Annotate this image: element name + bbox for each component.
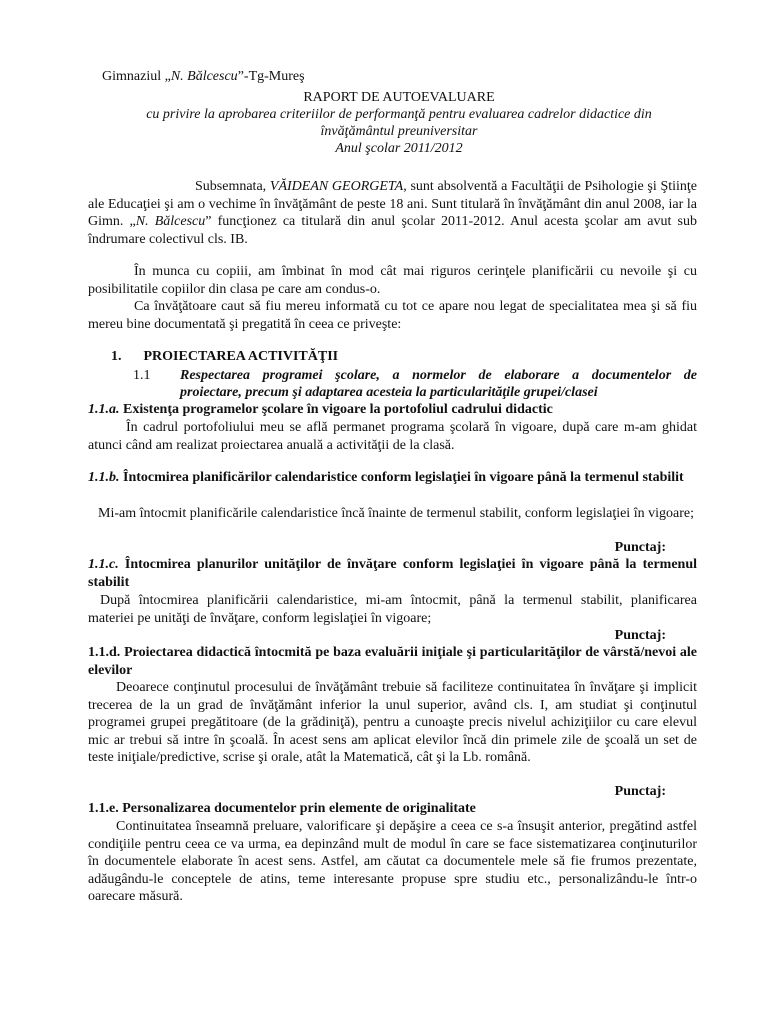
report-title: RAPORT DE AUTOEVALUARE [303,90,495,105]
school-line [102,68,502,86]
intro-text-a: Subsemnata, [195,179,270,194]
intro-school-name: N. Bălcescu [135,214,206,229]
intro-paragraph [88,178,697,248]
paragraph-teacher-info: Ca învăţătoare caut să fiu mereu informată cu tot ce apare nou legat de specialitatea mea şi să fiu mereu bine documentată şi pregatită în ceea ce priveşte: [88,299,697,332]
item-a-title: Existenţa programelor şcolare în vigoare la portofoliul cadrului didactic [119,402,553,417]
section-1-title: PROIECTAREA ACTIVITĂŢII [143,349,339,364]
item-c-number: 1.1.c. [88,557,119,572]
item-d-text: Deoarece conţinutul procesului de învăţământ trebuie să faciliteze continuitatea în învăţare şi implicit trecerea de la un grad de învăţământ inferior la unul superior, având cls. I, am studiat şi conţinutul programei grupei pregătitoare (de la grădiniţă), pentru a cunoaşte precis nivelul achiziţiilor cu care elevul mic ar trebui să intre în şcoală. În acest sens am aplicat elevilor încă din primele zile de şcoală un set de teste iniţiale/predictive, scrise şi orale, atât la Matematică, cât şi la Lb. română. [88,680,697,765]
item-d-score: Punctaj: [614,784,666,799]
item-c-score: Punctaj: [614,628,666,643]
item-b-score: Punctaj: [614,540,666,555]
item-d-heading: 1.1.d. Proiectarea didactică întocmită pe baza evaluării iniţiale şi particularităţilor de vârstă/nevoi ale elevilor [88,645,697,678]
school-year: Anul şcolar 2011/2012 [335,141,463,156]
section-1-number: 1. [111,349,122,364]
intro-text-c: ” funcţionez ca titulară din anul şcolar 2011-2012. Anul acesta şcolar am avut sub îndrumare colectivul cls. IB. [88,214,697,247]
intro-text-b: , sunt absolventă a Facultăţii de Psihologie şi Ştiinţe ale Educaţiei şi am o vechime în învăţământ de peste 18 ani. Sunt titulară în învăţământ din anul 2008, iar la Gimn. „ [88,179,698,229]
report-subtitle-line2: învăţământul preuniversitar [320,124,478,139]
subsection-title-line2: proiectare, precum şi adaptarea acesteia la particularităţile grupei/clasei [180,385,598,400]
item-e-heading: 1.1.e. Personalizarea documentelor prin elemente de originalitate [88,801,476,816]
item-b-heading [88,469,697,487]
item-e-text: Continuitatea înseamnă preluare, valorificare şi depăşire a ceea ce s-a însuşit anterior, pregătind astfel condiţiile pentru ceea ce va urma, ea depinzând mult de modul în care se face sistematizarea conţinuturilor în documentele elaborate în acest sens. Astfel, am căutat ca documentele mele să fie frumos prezentate, adăugându-le conceptele de atins, teme interesante propuse spre studiu etc., personalizându-le într-o oarecare măsură. [88,819,697,904]
report-subtitle-line1: cu privire la aprobarea criteriilor de performanţă pentru evaluarea cadrelor didactice din [146,107,652,122]
item-a-heading [88,401,697,419]
school-suffix: ”-Tg-Mureş [237,69,305,84]
item-a-number: 1.1.a. [88,402,120,417]
paragraph-work-with-children: În munca cu copiii, am îmbinat în mod cât mai riguros cerinţele planificării cu nevoile şi cu posibilitatile copiilor din clasa pe care am condus-o. [88,264,697,297]
item-c-heading [88,556,697,591]
subsection-number: 1.1 [133,368,151,383]
item-b-title: Întocmirea planificărilor calendaristice conform legislaţiei în vigoare până la termenul stabilit [119,470,684,485]
section-1-heading [111,348,511,366]
school-prefix: Gimnaziul „ [102,69,171,84]
item-a-text: În cadrul portofoliului meu se află permanet programa şcolară în vigoare, după care m-am ghidat atunci când am realizat proiectarea anuală a activităţii de la clasă. [88,420,697,453]
teacher-name: VĂIDEAN GEORGETA [269,179,404,194]
subsection-title-line1: Respectarea programei şcolare, a normelor de elaborare a documentelor de [180,368,697,383]
item-b-text: Mi-am întocmit planificările calendaristice încă înainte de termenul stabilit, conform legislaţiei în vigoare; [98,506,694,521]
item-b-number: 1.1.b. [88,470,120,485]
item-c-text: După întocmirea planificării calendaristice, mi-am întocmit, până la termenul stabilit, planificarea materiei pe unităţi de învăţare, conform legislaţiei în vigoare; [88,593,697,626]
school-name: N. Bălcescu [170,69,238,84]
item-c-title: Întocmirea planurilor unităţilor de învăţare conform legislaţiei în vigoare până la termenul stabilit [88,557,697,590]
